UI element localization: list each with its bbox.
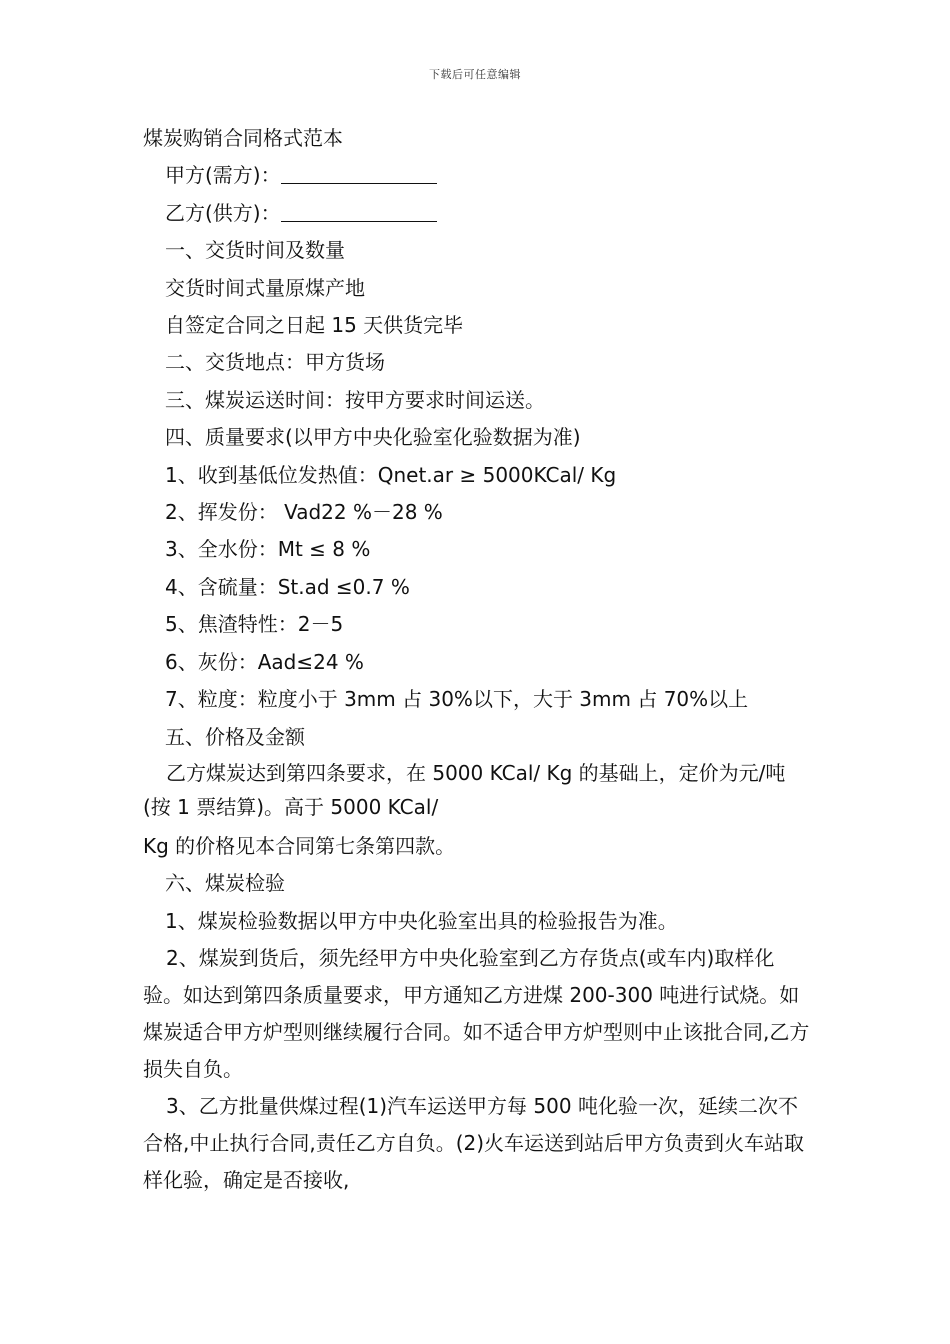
- section-2: 二、交货地点：甲方货场: [165, 350, 385, 375]
- section-5-title: 五、价格及金额: [165, 724, 305, 749]
- quality-item-2: 2、挥发份： Vad22 %－28 %: [165, 500, 443, 525]
- section-4-title: 四、质量要求(以甲方中央化验室化验数据为准): [165, 425, 581, 450]
- document-body: [143, 120, 813, 1199]
- party-b-blank: [281, 201, 437, 222]
- section-1-row: 自签定合同之日起 15 天供货完毕: [165, 313, 464, 338]
- quality-item-5: 5、焦渣特性：2－5: [165, 612, 344, 637]
- quality-item-4: 4、含硫量：St.ad ≤0.7 %: [165, 574, 410, 599]
- party-b-line: [143, 195, 813, 232]
- section-6-item-2: 2、煤炭到货后，须先经甲方中央化验室到乙方存货点(或车内)取样化验。如达到第四条质量要求，甲方通知乙方进煤 200-300 吨进行试烧。如煤炭适合甲方炉型则继续履行合同。如不适合甲方炉型则中止该批合同,乙方损失自负。: [143, 946, 810, 1082]
- document-title: 煤炭购销合同格式范本: [143, 126, 343, 150]
- quality-item-1: 1、收到基低位发热值：Qnet.ar ≥ 5000KCal/ Kg: [165, 462, 617, 487]
- quality-item-7: 7、粒度：粒度小于 3mm 占 30%以下，大于 3mm 占 70%以上: [165, 687, 749, 712]
- section-6-item-1: 1、煤炭检验数据以甲方中央化验室出具的检验报告为准。: [165, 908, 678, 933]
- party-a-line: [143, 157, 813, 194]
- section-3: 三、煤炭运送时间：按甲方要求时间运送。: [165, 387, 545, 412]
- section-5-paragraph-cont: Kg 的价格见本合同第七条第四款。: [143, 833, 456, 858]
- party-a-blank: [281, 163, 437, 184]
- section-1-table-header: 交货时间式量原煤产地: [165, 275, 365, 300]
- section-6-item-3: 3、乙方批量供煤过程(1)汽车运送甲方每 500 吨化验一次，延续二次不合格,中止执行合同,责任乙方自负。(2)火车运送到站后甲方负责到火车站取样化验，确定是否接收,: [143, 1094, 805, 1193]
- section-6-title: 六、煤炭检验: [165, 871, 285, 896]
- quality-item-3: 3、全水份：Mt ≤ 8 %: [165, 537, 371, 562]
- section-1-title: 一、交货时间及数量: [165, 238, 345, 263]
- page-header-note: 下载后可任意编辑: [429, 68, 521, 81]
- quality-item-6: 6、灰份：Aad≤24 %: [165, 649, 364, 674]
- party-a-label: 甲方(需方)：: [165, 163, 281, 188]
- party-b-label: 乙方(供方)：: [165, 200, 281, 225]
- section-5-paragraph: 乙方煤炭达到第四条要求，在 5000 KCal/ Kg 的基础上，定价为元/吨(按 1 票结算)。高于 5000 KCal/: [143, 760, 786, 819]
